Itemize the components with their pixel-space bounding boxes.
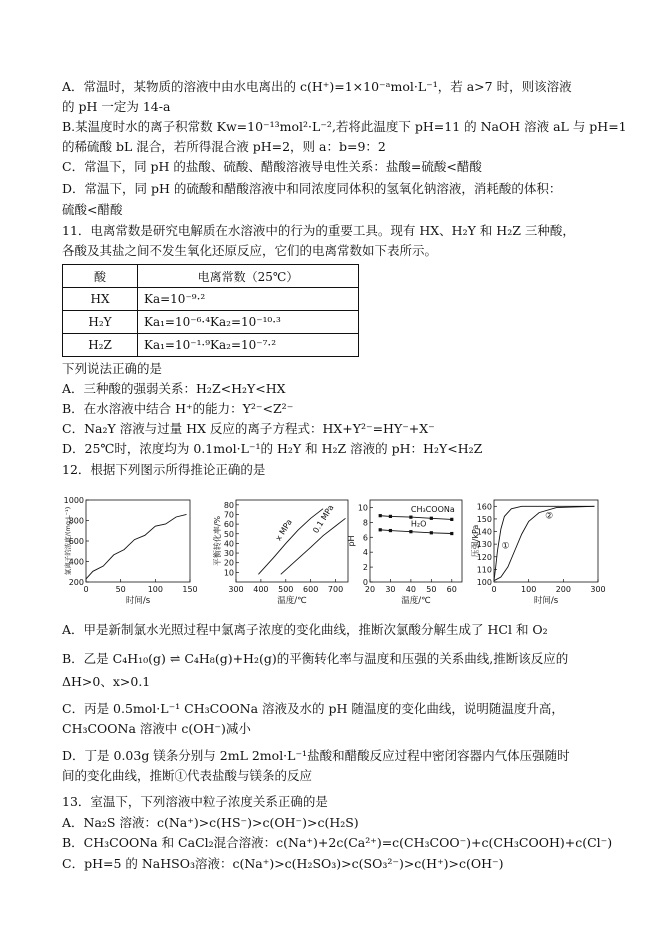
x-tick-label: 40 [405, 585, 416, 594]
data-point [389, 515, 392, 518]
y-axis-label: 压强/kPa [471, 524, 480, 558]
y-tick-label: 600 [68, 537, 84, 546]
x-axis-label: 时间/s [125, 596, 151, 606]
y-tick-label: 10 [357, 503, 368, 513]
q12-stem: 12．根据下列图示所得推论正确的是 [62, 462, 266, 477]
y-tick-label: 60 [223, 520, 234, 530]
data-point [450, 518, 453, 521]
option-a-line2: 的 pH 一定为 14-a [62, 99, 171, 114]
x-tick-label: 200 [555, 585, 571, 594]
series-label: 0.1 MPa [311, 503, 336, 535]
x-tick-label: 50 [115, 585, 126, 594]
data-point [430, 531, 433, 534]
table-cell-constant: Ka₁=10⁻¹·⁹Ka₂=10⁻⁷·² [138, 334, 359, 357]
x-tick-label: 150 [182, 585, 198, 594]
option-a-line1: A．常温时，某物质的溶液中由水电离出的 c(H⁺)=1×10⁻ᵃmol·L⁻¹，若 a>7 时，则该溶液 [62, 79, 572, 94]
x-tick-label: 300 [228, 585, 244, 594]
y-tick-label: 120 [476, 552, 492, 562]
y-tick-label: 6 [362, 533, 368, 543]
q11-stem-line2: 各酸及其盐之间不发生氧化还原反应，它们的电离常数如下表所示。 [62, 243, 438, 258]
y-tick-label: 0 [362, 578, 368, 587]
y-tick-label: 1000 [63, 496, 84, 505]
data-point [430, 517, 433, 520]
series-label: CH₃COONa [410, 505, 455, 515]
data-point [409, 516, 412, 519]
x-tick-label: 100 [147, 585, 163, 594]
x-tick-label: 30 [385, 585, 396, 594]
q11-option-b: B．在水溶液中结合 H⁺的能力：Y²⁻<Z²⁻ [62, 401, 294, 416]
x-tick-label: 600 [303, 585, 319, 594]
q13-option-a: A．Na₂S 溶液：c(Na⁺)>c(HS⁻)>c(OH⁻)>c(H₂S) [62, 815, 359, 830]
q12-figure-panel [63, 492, 606, 610]
q12-option-d-line2: 间的变化曲线，推断①代表盐酸与镁条的反应 [62, 768, 313, 783]
y-tick-label: 30 [223, 549, 234, 559]
q11-prompt: 下列说法正确的是 [62, 361, 163, 376]
x-tick-label: 100 [521, 585, 537, 594]
table-row [63, 334, 359, 357]
series-label: H₂O [410, 519, 427, 529]
table-header-constant: 电离常数（25℃） [138, 265, 359, 288]
option-b-line2: 的稀硫酸 bL 混合，若所得混合液 pH=2，则 a：b=9：2 [62, 139, 386, 154]
y-axis-label: pH [347, 535, 356, 547]
y-tick-label: 4 [362, 548, 368, 558]
x-tick-label: 20 [364, 585, 376, 594]
table-row [63, 311, 359, 334]
chart-3 [347, 500, 462, 606]
x-tick-label: 700 [327, 585, 344, 594]
x-tick-label: 300 [590, 585, 606, 594]
q12-option-c-line1: C．丙是 0.5mol·L⁻¹ CH₃COONa 溶液及水的 pH 随温度的变化曲线，说明随温度升高， [62, 701, 564, 716]
y-tick-label: 70 [223, 510, 234, 520]
y-tick-label: 50 [223, 529, 234, 539]
q12-option-b-line1: B．乙是 C₄H₁₀(g) ⇌ C₄H₈(g)+H₂(g)的平衡转化率与温度和压强的关系曲线,推断该反应的 [62, 651, 569, 666]
x-axis-label: 温度/℃ [277, 596, 307, 606]
q12-option-d-line1: D．丁是 0.03g 镁条分别与 2mL 2mol·L⁻¹盐酸和醋酸反应过程中密闭容器内气体压强随时 [62, 748, 570, 763]
y-tick-label: 8 [362, 518, 368, 528]
y-axis-label: 平衡转化率/% [213, 515, 222, 567]
table-cell-constant: Ka=10⁻⁹·² [138, 288, 359, 311]
y-tick-label: 800 [68, 516, 84, 526]
data-point [450, 532, 453, 535]
q11-option-a: A．三种酸的强弱关系：H₂Z<H₂Y<HX [62, 381, 286, 396]
table-header-acid: 酸 [63, 265, 138, 288]
y-axis-label: 氯离子的浓度/(mg·L⁻¹) [64, 506, 72, 576]
q11-option-c: C．Na₂Y 溶液与过量 HX 反应的离子方程式：HX+Y²⁻=HY⁻+X⁻ [62, 421, 435, 436]
data-point [409, 530, 412, 533]
q13-stem: 13．室温下，下列溶液中粒子浓度关系正确的是 [62, 794, 328, 809]
x-tick-label: 500 [278, 585, 294, 594]
q12-option-c-line2: CH₃COONa 溶液中 c(OH⁻)减小 [62, 721, 251, 736]
y-tick-label: 2 [362, 563, 368, 573]
y-tick-label: 400 [68, 557, 84, 567]
q13-option-c: C．pH=5 的 NaHSO₃溶液：c(Na⁺)>c(H₂SO₃)>c(SO₃²⁻)>c(H⁺)>c(OH⁻) [62, 856, 504, 871]
option-d-line2: 硫酸<醋酸 [62, 202, 123, 217]
y-tick-label: 150 [476, 514, 492, 524]
y-tick-label: 80 [223, 500, 234, 510]
y-tick-label: 110 [476, 565, 492, 575]
y-tick-label: 140 [476, 527, 492, 537]
q13-option-b: B．CH₃COONa 和 CaCl₂混合溶液：c(Na⁺)+2c(Ca²⁺)=c(CH₃COO⁻)+c(CH₃COOH)+c(Cl⁻) [62, 835, 613, 850]
y-tick-label: 20 [223, 558, 234, 568]
option-d-line1: D．常温下，同 pH 的硫酸和醋酸溶液中和同浓度同体积的氢氧化钠溶液，消耗酸的体积： [62, 181, 562, 196]
y-tick-label: 160 [476, 502, 492, 512]
table-cell-constant: Ka₁=10⁻⁶·⁴Ka₂=10⁻¹⁰·³ [138, 311, 359, 334]
x-tick-label: 400 [253, 585, 269, 594]
series-label: ① [501, 541, 510, 552]
x-tick-label: 50 [426, 585, 437, 594]
q11-stem-line1: 11．电离常数是研究电解质在水溶液中的行为的重要工具。现有 HX、H₂Y 和 H₂Z 三种酸， [62, 223, 575, 238]
x-tick-label: 60 [446, 585, 457, 594]
ionization-constant-table [62, 264, 359, 357]
data-point [379, 528, 382, 531]
option-b-line1: B.某温度时水的离子积常数 Kw=10⁻¹³mol²·L⁻²,若将此温度下 pH=11 的 NaOH 溶液 aL 与 pH=1 [62, 119, 627, 134]
table-header-row [63, 265, 359, 288]
series-label: x MPa [273, 517, 294, 543]
x-axis-label: 时间/s [533, 596, 559, 606]
chart-1 [63, 496, 198, 606]
q11-option-d: D．25℃时，浓度均为 0.1mol·L⁻¹的 H₂Y 和 H₂Z 溶液的 pH：H₂Y<H₂Z [62, 441, 483, 456]
plot-frame [86, 500, 190, 582]
option-c-line: C．常温下，同 pH 的盐酸、硫酸、醋酸溶液导电性关系：盐酸=硫酸<醋酸 [62, 159, 482, 174]
chart-4 [470, 500, 606, 606]
data-point [379, 514, 382, 517]
x-tick-label: 0 [83, 585, 89, 594]
series-label: ② [545, 511, 554, 522]
table-cell-acid: H₂Z [63, 334, 138, 357]
table-row [63, 288, 359, 311]
data-point [389, 529, 392, 532]
y-tick-label: 200 [68, 578, 84, 587]
y-tick-label: 100 [476, 578, 492, 587]
x-axis-label: 温度/℃ [401, 596, 431, 606]
series-line [86, 514, 187, 579]
series-line [258, 509, 323, 575]
y-tick-label: 40 [223, 539, 234, 549]
q12-option-a: A．甲是新制氯水光照过程中氯离子浓度的变化曲线，推断次氯酸分解生成了 HCl 和 O₂ [62, 622, 548, 637]
y-tick-label: 130 [476, 540, 492, 550]
q12-option-b-line2: ΔH>0、x>0.1 [62, 674, 151, 689]
x-tick-label: 0 [491, 585, 497, 594]
y-tick-label: 10 [223, 568, 234, 578]
table-cell-acid: HX [63, 288, 138, 311]
chart-2 [212, 500, 348, 606]
table-cell-acid: H₂Y [63, 311, 138, 334]
